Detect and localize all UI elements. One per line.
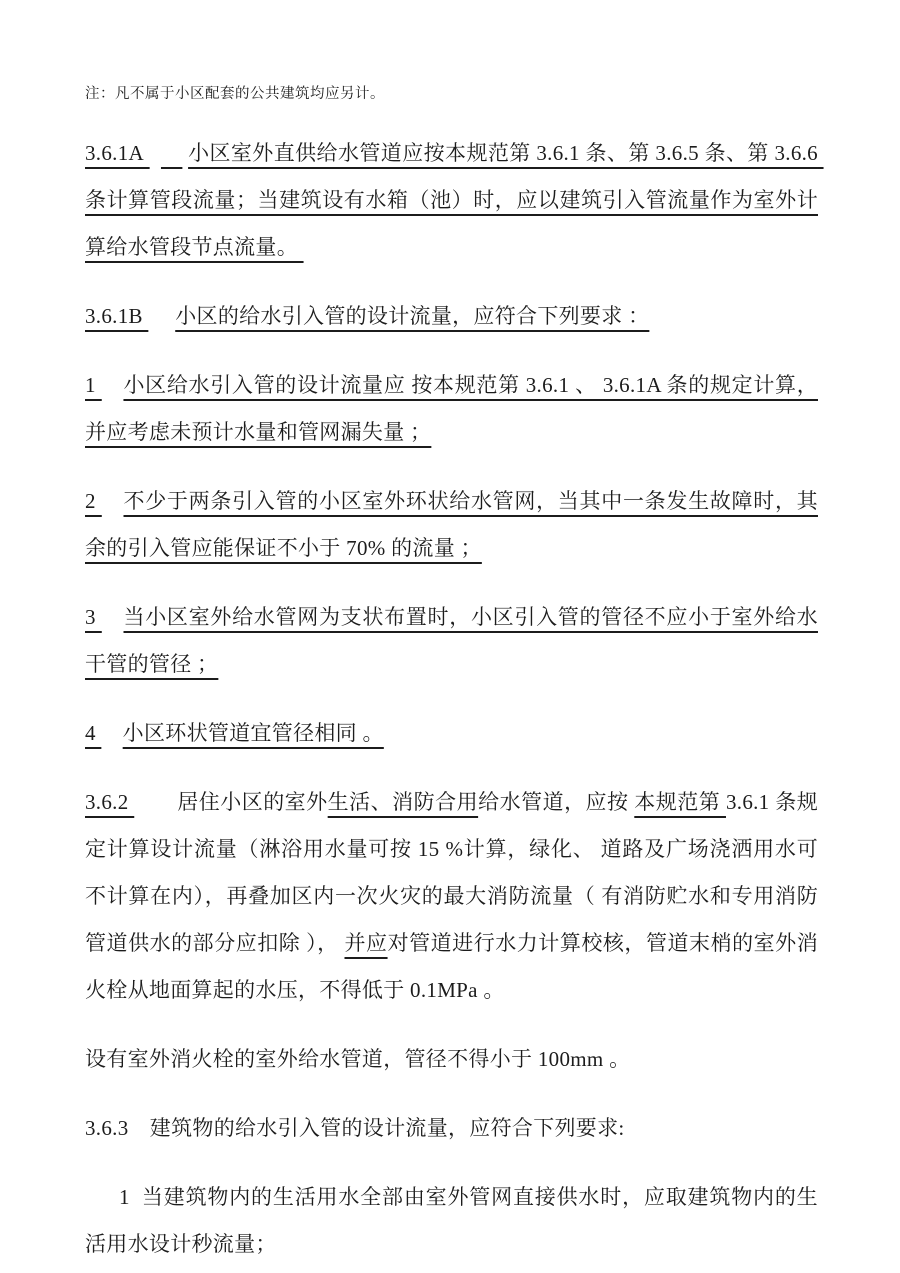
underlined-text-run: 小区环状管道宜管径相同 。 [122, 721, 384, 745]
text-run [134, 790, 177, 814]
clause-3-6-2-hydrant-note [85, 1036, 818, 1083]
text-run [102, 373, 124, 397]
text-run: 3.6.3 建筑物的给水引入管的设计流量，应符合下列要求: [85, 1116, 625, 1140]
clause-3-6-2 [85, 779, 818, 1014]
clause-3-6-3-item-1 [85, 1174, 818, 1268]
text-run: 3.6.1 条规定计算设计流量（淋浴用水量可按 15 %计算，绿化、 道路及广场浇洒用水可不计算在内），再叠加区内一次火灾的最大消防流量（ 有消防贮水和专用消防管道供水的部分应扣除 ）， [85, 790, 819, 955]
underlined-text-run: 当小区室外给水管网为支状布置时，小区引入管的管径不应小于室外给水干管的管径 ； [85, 605, 818, 676]
underlined-text-run [161, 141, 182, 165]
text-run: 给水管道，应按 [478, 790, 635, 814]
text-run [148, 304, 175, 328]
underlined-text-run: 3.6.1B [85, 304, 149, 328]
clause-3-6-1B [85, 293, 818, 340]
text-run: 对管道进行水力计算校核，管道末梢的室外消火栓从地面算起的水压，不得低于 0.1MPa 。 [85, 931, 819, 1002]
underlined-text-run: 4 [85, 721, 102, 745]
clause-3-6-1B-item-1 [85, 362, 818, 456]
text-run: 注：凡不属于小区配套的公共建筑均应另计。 [85, 86, 385, 102]
note-line [85, 84, 818, 104]
underlined-text-run: 3.6.2 [85, 790, 135, 814]
underlined-text-run: 生活、消防合用 [327, 790, 479, 814]
clause-3-6-3 [85, 1105, 818, 1152]
underlined-text-run: 小区室外直供给水管道应按本规范第 3.6.1 条、第 3.6.5 条、第 3.6.6 条计算管段流量；当建筑设有水箱（池）时，应以建筑引入管流量作为室外计算给水管段节点流量。 [85, 141, 824, 259]
underlined-text-run: 3.6.1A [85, 141, 150, 165]
underlined-text-run: 小区给水引入管的设计流量应 按本规范第 3.6.1 、 3.6.1A 条的规定计算，并应考虑未预计水量和管网漏失量 ； [85, 373, 818, 444]
text-run [150, 141, 161, 165]
text-run [102, 489, 124, 513]
underlined-text-run: 本规范第 [634, 790, 726, 814]
underlined-text-run: 小区的给水引入管的设计流量，应符合下列要求 ： [175, 304, 650, 328]
clause-3-6-1B-item-4 [85, 710, 818, 757]
underlined-text-run: 并应 [344, 931, 388, 955]
text-run: 居住小区的室外 [177, 790, 328, 814]
underlined-text-run: 不少于两条引入管的小区室外环状给水管网，当其中一条发生故障时，其余的引入管应能保证不小于 70% 的流量 ； [85, 489, 818, 560]
clause-3-6-1B-item-2 [85, 478, 818, 572]
clause-3-6-1B-item-3 [85, 594, 818, 688]
underlined-text-run: 2 [85, 489, 102, 513]
text-run [102, 605, 124, 629]
clause-3-6-1A [85, 130, 824, 271]
text-run: 设有室外消火栓的室外给水管道，管径不得小于 100mm 。 [85, 1047, 631, 1071]
text-run [101, 721, 122, 745]
underlined-text-run: 1 [85, 373, 102, 397]
text-run: 1 当建筑物内的生活用水全部由室外管网直接供水时，应取建筑物内的生活用水设计秒流量； [85, 1185, 818, 1256]
underlined-text-run: 3 [85, 605, 102, 629]
